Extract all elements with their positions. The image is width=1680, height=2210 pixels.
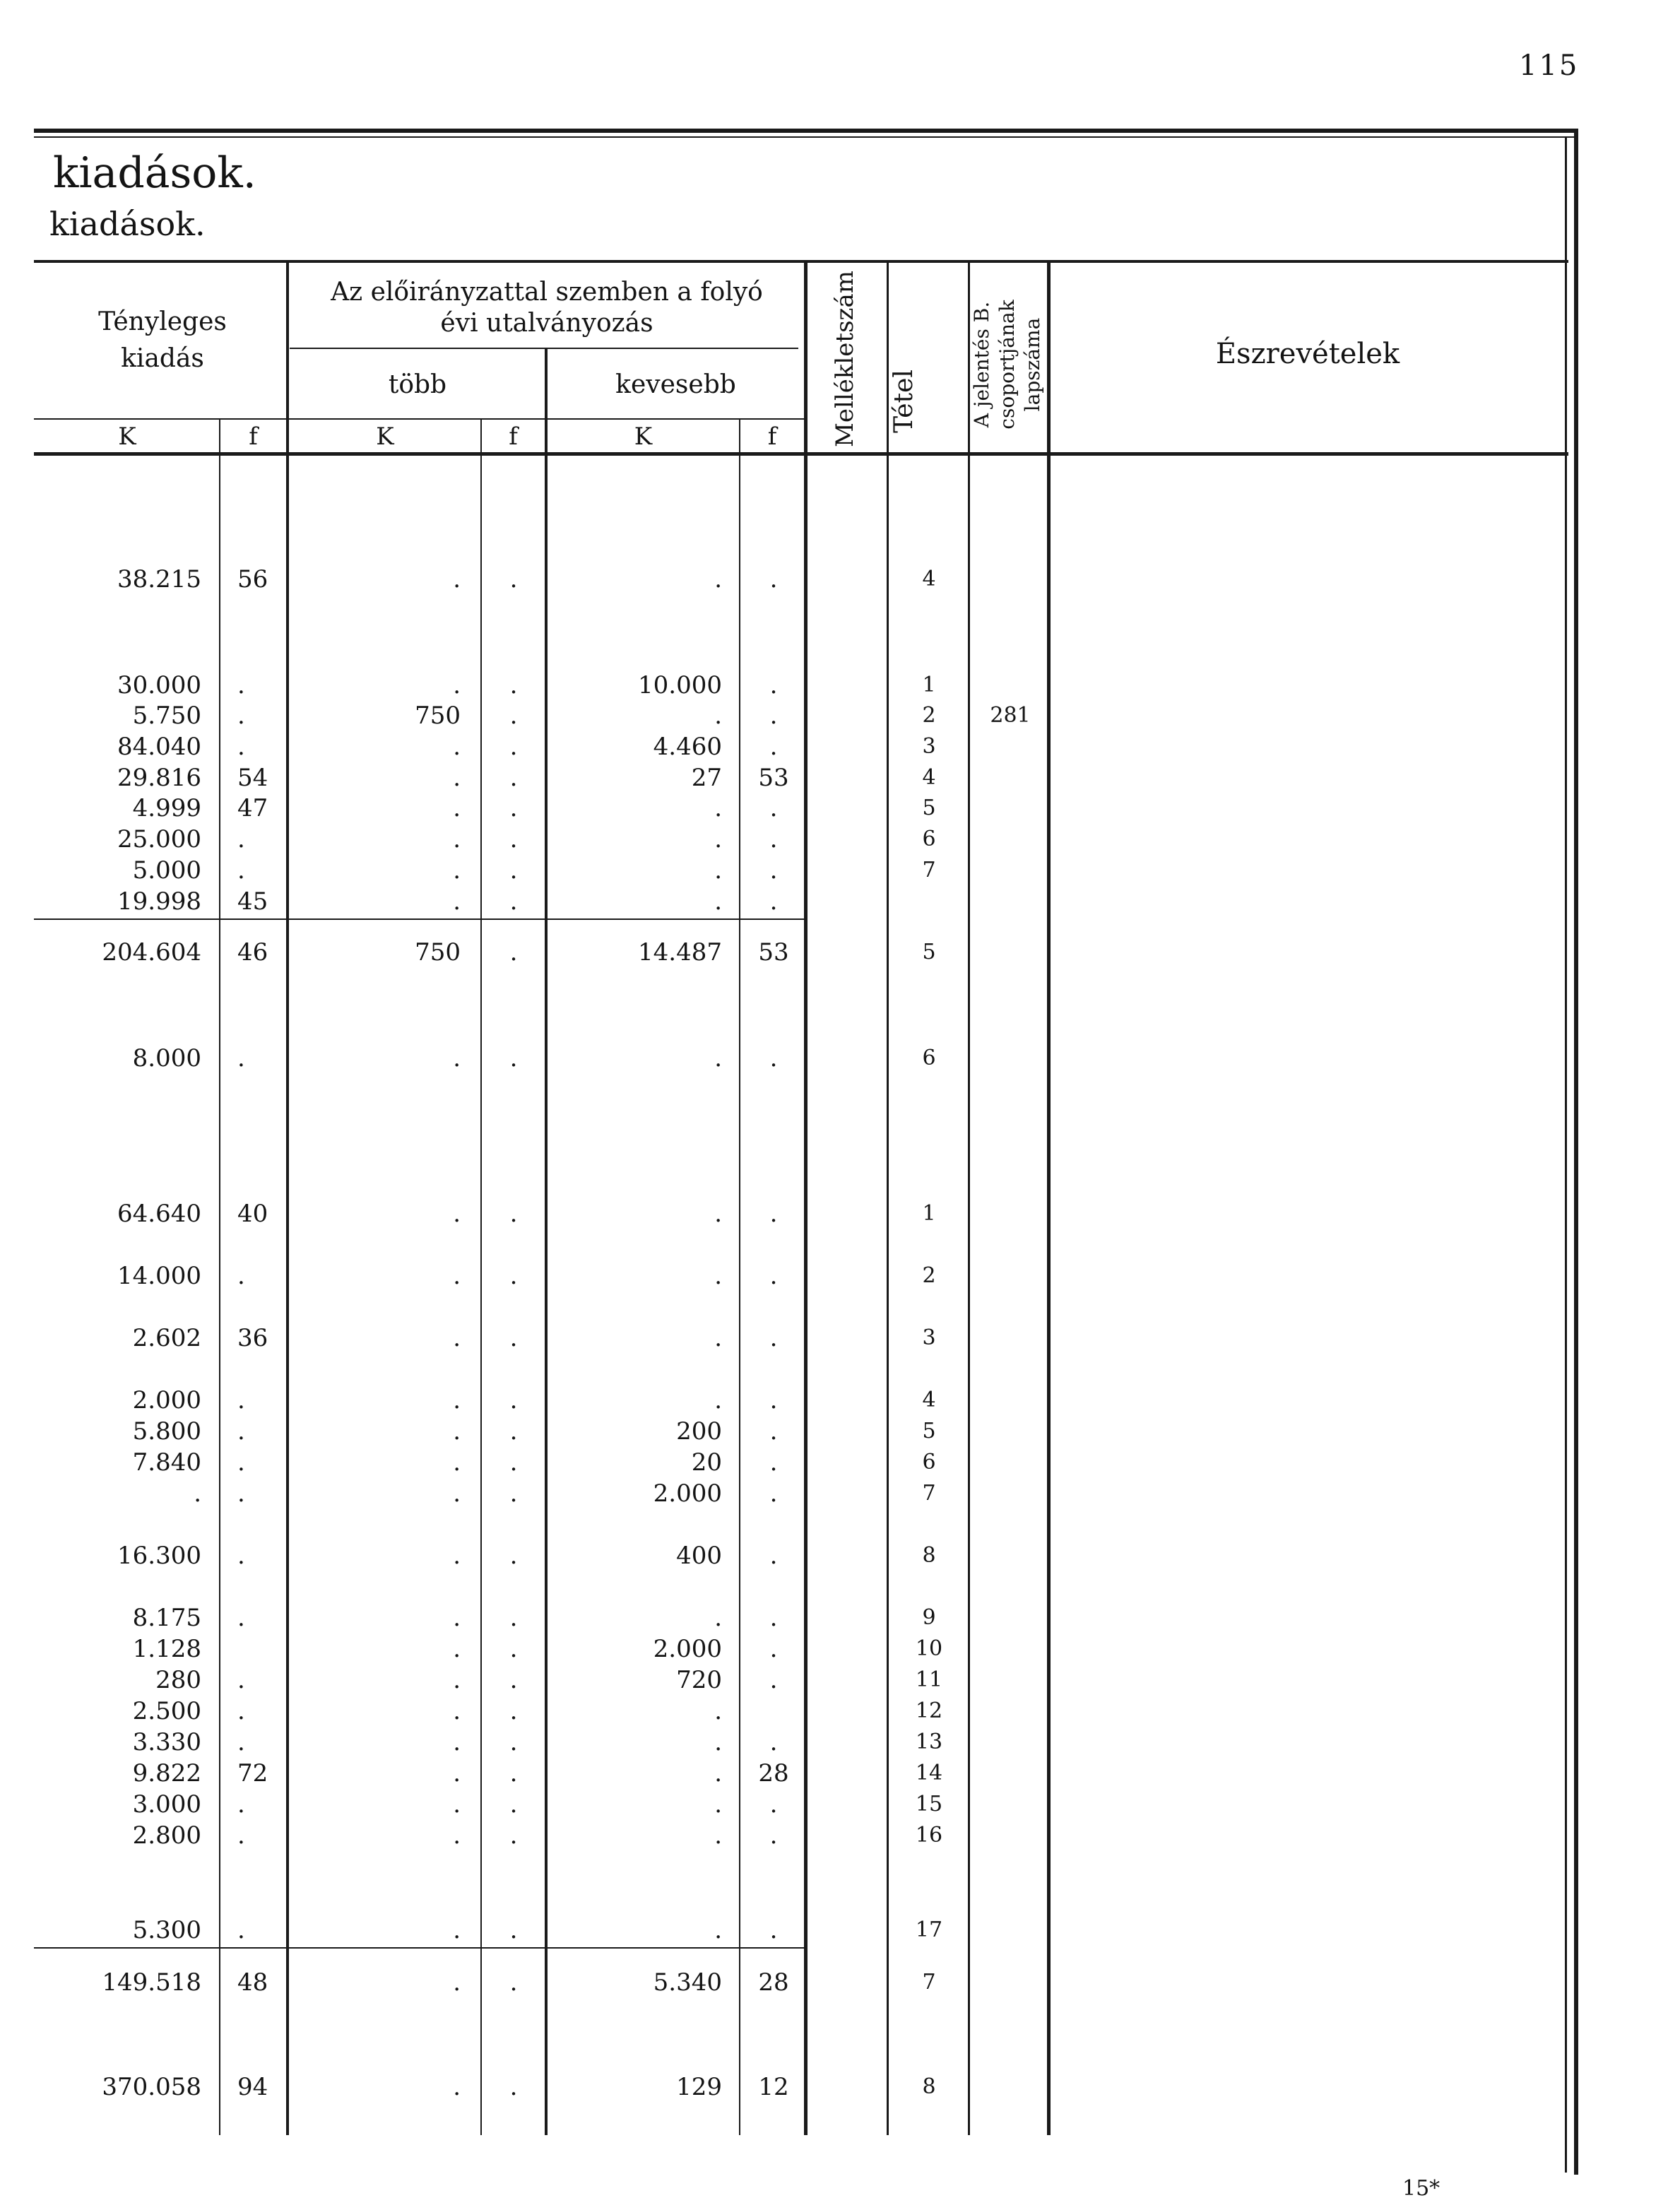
cell-lk: 4.460 — [653, 733, 722, 761]
cell-mf: . — [509, 1262, 518, 1290]
cell-t: 1 — [922, 673, 936, 697]
cell-t: 6 — [922, 1046, 936, 1070]
cell-p — [975, 671, 1046, 699]
cell-t: 5 — [922, 940, 936, 964]
cell-p — [975, 1759, 1046, 1788]
cell-mf: . — [509, 1200, 518, 1228]
cell-mk: . — [453, 1697, 461, 1725]
cell-mk: . — [453, 825, 461, 853]
cell-mf: . — [509, 1542, 518, 1570]
cell-t: 2 — [922, 1263, 936, 1288]
col-rule-kf3 — [739, 418, 740, 2135]
cell-mf: . — [509, 1821, 518, 1850]
cell-mk: . — [453, 1821, 461, 1850]
top-rule-thin — [34, 136, 1574, 138]
cell-f: 47 — [237, 794, 268, 822]
cell-t: 7 — [922, 1481, 936, 1506]
cell-lf: . — [769, 1324, 778, 1352]
cell-lk: 200 — [676, 1417, 722, 1446]
subtotal-rule-2 — [34, 1947, 804, 1949]
cell-f: . — [237, 733, 245, 761]
cell-lf: . — [769, 856, 778, 885]
cell-k: 19.998 — [117, 887, 201, 916]
cell-mk: . — [453, 794, 461, 822]
header-less: kevesebb — [615, 370, 736, 399]
cell-mf: . — [509, 1697, 518, 1725]
header-appendix: Mellékletszám — [831, 271, 859, 447]
cell-lk: . — [714, 1697, 722, 1725]
cell-t: 17 — [915, 1918, 943, 1942]
cell-mk: . — [453, 1324, 461, 1352]
cell-k: 3.330 — [132, 1728, 201, 1756]
cell-lf: . — [769, 1448, 778, 1477]
cell-p — [975, 1728, 1046, 1756]
cell-lk: 129 — [676, 2073, 722, 2101]
cell-lf: . — [769, 1542, 778, 1570]
cell-lf: . — [769, 733, 778, 761]
header-group: Az előirányzattal szemben a folyó évi utalványozás — [331, 278, 763, 338]
cell-f: 45 — [237, 887, 268, 916]
cell-k: 4.999 — [132, 794, 201, 822]
cell-k: 7.840 — [132, 1448, 201, 1477]
cell-lk: . — [714, 1790, 722, 1819]
cell-p — [975, 1386, 1046, 1414]
cell-mf: . — [509, 1044, 518, 1072]
cell-mf: . — [509, 938, 518, 967]
cell-mf: . — [509, 887, 518, 916]
cell-p — [975, 1542, 1046, 1570]
cell-mf: . — [509, 1479, 518, 1508]
cell-lk: . — [714, 1759, 722, 1788]
header-bottom-rule — [34, 452, 1568, 456]
cell-k: 5.800 — [132, 1417, 201, 1446]
cell-t: 16 — [915, 1823, 943, 1848]
cell-mk: . — [453, 1542, 461, 1570]
header-actual: Tényleges kiadás — [98, 307, 227, 373]
cell-p — [975, 1916, 1046, 1944]
cell-f: 54 — [237, 764, 268, 792]
unit-f-3: f — [767, 422, 777, 451]
cell-k: 8.175 — [132, 1604, 201, 1632]
cell-p — [975, 764, 1046, 792]
cell-mf: . — [509, 1968, 518, 1997]
title-primary: kiadások. — [53, 148, 256, 198]
cell-p — [975, 1324, 1046, 1352]
cell-mf: . — [509, 1666, 518, 1694]
cell-mk: . — [453, 1200, 461, 1228]
cell-mk: . — [453, 1604, 461, 1632]
cell-lk: . — [714, 825, 722, 853]
cell-mk: . — [453, 565, 461, 593]
cell-lf: . — [769, 702, 778, 730]
cell-k: 3.000 — [132, 1790, 201, 1819]
cell-lf: . — [769, 671, 778, 699]
cell-f: . — [237, 1386, 245, 1414]
cell-f: . — [237, 1448, 245, 1477]
cell-lk: . — [714, 702, 722, 730]
cell-k: 2.000 — [132, 1386, 201, 1414]
cell-mk: . — [453, 2073, 461, 2101]
cell-f: 40 — [237, 1200, 268, 1228]
cell-mf: . — [509, 1386, 518, 1414]
cell-mk: 750 — [415, 702, 461, 730]
cell-lk: . — [714, 1044, 722, 1072]
subtotal-rule-1 — [34, 918, 804, 920]
col-rule-d — [887, 261, 889, 2135]
cell-k: 5.000 — [132, 856, 201, 885]
header-report: A jelentés B. csoportjának lapszáma — [970, 300, 1044, 430]
cell-f: 56 — [237, 565, 268, 593]
cell-lf: 53 — [758, 764, 789, 792]
cell-lf: 28 — [758, 1759, 789, 1788]
col-rule-c — [804, 261, 808, 2135]
cell-f: . — [237, 1728, 245, 1756]
cell-lk: . — [714, 794, 722, 822]
cell-p — [975, 1262, 1046, 1290]
cell-p — [975, 1448, 1046, 1477]
cell-mk: . — [453, 1479, 461, 1508]
cell-lk: . — [714, 1200, 722, 1228]
cell-p — [975, 856, 1046, 885]
cell-k: . — [194, 1479, 201, 1508]
top-rule — [34, 129, 1574, 133]
cell-t: 8 — [922, 1543, 936, 1568]
cell-f: . — [237, 1044, 245, 1072]
cell-lk: . — [714, 1604, 722, 1632]
unit-f-2: f — [509, 422, 518, 451]
cell-t: 4 — [922, 765, 936, 790]
col-rule-kf2 — [480, 418, 482, 2135]
cell-k: 1.128 — [132, 1635, 201, 1663]
cell-mk: . — [453, 1968, 461, 1997]
cell-p — [975, 1044, 1046, 1072]
cell-lf: . — [769, 825, 778, 853]
cell-p — [975, 794, 1046, 822]
cell-f: . — [237, 1542, 245, 1570]
cell-lf: . — [769, 1666, 778, 1694]
cell-lf: . — [769, 1386, 778, 1414]
unit-k-1: K — [118, 422, 136, 451]
cell-p — [975, 1604, 1046, 1632]
cell-p — [975, 1821, 1046, 1850]
cell-lf: . — [769, 1790, 778, 1819]
cell-mk: . — [453, 764, 461, 792]
cell-k: 16.300 — [117, 1542, 201, 1570]
cell-t: 3 — [922, 734, 936, 759]
cell-k: 2.602 — [132, 1324, 201, 1352]
cell-f: . — [237, 1697, 245, 1725]
cell-lk: 720 — [676, 1666, 722, 1694]
cell-mk: . — [453, 1044, 461, 1072]
cell-lk: 14.487 — [638, 938, 722, 967]
cell-mk: . — [453, 1759, 461, 1788]
cell-mk: . — [453, 1448, 461, 1477]
cell-lf: . — [769, 1044, 778, 1072]
cell-lf: . — [769, 1417, 778, 1446]
group-rule — [290, 348, 798, 349]
cell-f — [237, 1635, 280, 1663]
cell-mf: . — [509, 1916, 518, 1944]
cell-lf: . — [769, 887, 778, 916]
cell-f: 94 — [237, 2073, 268, 2101]
title-secondary: kiadások. — [49, 205, 206, 243]
cell-t: 4 — [922, 1388, 936, 1412]
unit-f-1: f — [249, 422, 258, 451]
cell-lf: . — [769, 1821, 778, 1850]
cell-t: 12 — [915, 1698, 943, 1723]
cell-lk: . — [714, 887, 722, 916]
cell-mf: . — [509, 764, 518, 792]
cell-lf: . — [769, 1200, 778, 1228]
col-rule-e — [968, 261, 970, 2135]
cell-k: 5.750 — [132, 702, 201, 730]
cell-t: 10 — [915, 1636, 943, 1661]
cell-lf — [747, 1697, 800, 1725]
cell-t: 5 — [922, 1419, 936, 1443]
header-more: több — [388, 370, 447, 399]
cell-mk: . — [453, 671, 461, 699]
cell-k: 8.000 — [132, 1044, 201, 1072]
cell-p — [975, 2073, 1046, 2101]
cell-f: . — [237, 702, 245, 730]
cell-lk: . — [714, 1324, 722, 1352]
cell-mf: . — [509, 856, 518, 885]
cell-t: 5 — [922, 796, 936, 820]
cell-lk: 5.340 — [653, 1968, 722, 1997]
cell-t: 4 — [922, 567, 936, 591]
cell-p — [975, 887, 1046, 916]
cell-k: 29.816 — [117, 764, 201, 792]
cell-k: 38.215 — [117, 565, 201, 593]
cell-t: 7 — [922, 858, 936, 882]
cell-lk: 2.000 — [653, 1635, 722, 1663]
cell-mf: . — [509, 1604, 518, 1632]
cell-f: . — [237, 1604, 245, 1632]
cell-mk: . — [453, 733, 461, 761]
cell-f: . — [237, 1821, 245, 1850]
cell-mk: . — [453, 1728, 461, 1756]
cell-k: 25.000 — [117, 825, 201, 853]
cell-p — [975, 1417, 1046, 1446]
cell-t: 15 — [915, 1792, 943, 1816]
cell-k: 2.500 — [132, 1697, 201, 1725]
cell-t: 2 — [922, 703, 936, 728]
cell-mk: . — [453, 1262, 461, 1290]
cell-mf: . — [509, 1728, 518, 1756]
cell-k: 5.300 — [132, 1916, 201, 1944]
cell-f: . — [237, 671, 245, 699]
cell-t — [890, 887, 968, 916]
cell-mk: 750 — [415, 938, 461, 967]
cell-p — [975, 938, 1046, 967]
unit-rule — [34, 418, 804, 420]
page-number: 115 — [1519, 49, 1580, 82]
cell-p — [975, 1697, 1046, 1725]
cell-mf: . — [509, 825, 518, 853]
cell-mf: . — [509, 1635, 518, 1663]
cell-f: 48 — [237, 1968, 268, 1997]
cell-t: 13 — [915, 1730, 943, 1754]
cell-t: 3 — [922, 1325, 936, 1350]
col-rule-kf1 — [219, 418, 220, 2135]
cell-lk: . — [714, 1728, 722, 1756]
cell-p — [975, 1790, 1046, 1819]
cell-lf: . — [769, 1916, 778, 1944]
unit-k-3: K — [634, 422, 653, 451]
cell-mf: . — [509, 2073, 518, 2101]
cell-mk: . — [453, 1790, 461, 1819]
cell-lf: . — [769, 1262, 778, 1290]
header-item: Tétel — [889, 370, 918, 433]
cell-f: . — [237, 1790, 245, 1819]
cell-mf: . — [509, 1759, 518, 1788]
cell-mk: . — [453, 1635, 461, 1663]
cell-lf: . — [769, 1728, 778, 1756]
footer-mark: 15* — [1402, 2176, 1441, 2201]
cell-f: . — [237, 1479, 245, 1508]
cell-k: 84.040 — [117, 733, 201, 761]
cell-p — [975, 1635, 1046, 1663]
cell-f: 36 — [237, 1324, 268, 1352]
cell-lf: 12 — [758, 2073, 789, 2101]
cell-lk: . — [714, 856, 722, 885]
cell-f: 46 — [237, 938, 268, 967]
cell-k: 149.518 — [102, 1968, 201, 1997]
cell-k: 280 — [155, 1666, 201, 1694]
col-rule-b — [545, 349, 548, 2135]
cell-k: 30.000 — [117, 671, 201, 699]
cell-p — [975, 1666, 1046, 1694]
cell-lk: 400 — [676, 1542, 722, 1570]
cell-t: 14 — [915, 1761, 943, 1785]
cell-lf: . — [769, 1604, 778, 1632]
cell-f: . — [237, 1417, 245, 1446]
unit-k-2: K — [376, 422, 394, 451]
cell-mf: . — [509, 565, 518, 593]
cell-mk: . — [453, 1916, 461, 1944]
cell-lk: . — [714, 1386, 722, 1414]
cell-mf: . — [509, 1448, 518, 1477]
cell-t: 9 — [922, 1605, 936, 1630]
cell-lk: . — [714, 565, 722, 593]
header-top-rule — [34, 260, 1568, 263]
right-border-thick — [1574, 129, 1578, 2175]
cell-p — [975, 1479, 1046, 1508]
cell-p — [975, 1968, 1046, 1997]
cell-f: . — [237, 1916, 245, 1944]
cell-mk: . — [453, 1386, 461, 1414]
cell-lk: 10.000 — [638, 671, 722, 699]
cell-f: 72 — [237, 1759, 268, 1788]
cell-p — [975, 1200, 1046, 1228]
col-rule-a — [286, 261, 289, 2135]
cell-t: 11 — [915, 1667, 943, 1692]
cell-lk: . — [714, 1821, 722, 1850]
cell-k: 64.640 — [117, 1200, 201, 1228]
cell-k: 2.800 — [132, 1821, 201, 1850]
cell-k: 14.000 — [117, 1262, 201, 1290]
cell-t: 8 — [922, 2074, 936, 2099]
cell-mf: . — [509, 1324, 518, 1352]
cell-lf: . — [769, 794, 778, 822]
cell-mk: . — [453, 856, 461, 885]
cell-f: . — [237, 825, 245, 853]
cell-p: 281 — [990, 703, 1031, 728]
cell-p — [975, 733, 1046, 761]
header-remarks: Észrevételek — [1215, 338, 1400, 370]
cell-mf: . — [509, 671, 518, 699]
cell-lk: 20 — [691, 1448, 722, 1477]
cell-lf: . — [769, 1479, 778, 1508]
right-border-thin — [1565, 138, 1567, 2173]
cell-mf: . — [509, 1790, 518, 1819]
cell-t: 1 — [922, 1201, 936, 1226]
cell-lk: 2.000 — [653, 1479, 722, 1508]
cell-mf: . — [509, 794, 518, 822]
cell-k: 9.822 — [132, 1759, 201, 1788]
cell-f: . — [237, 1666, 245, 1694]
cell-mk: . — [453, 887, 461, 916]
cell-lk: . — [714, 1916, 722, 1944]
cell-lf: 53 — [758, 938, 789, 967]
cell-p — [975, 565, 1046, 593]
cell-k: 370.058 — [102, 2073, 201, 2101]
cell-lk: 27 — [691, 764, 722, 792]
cell-mk: . — [453, 1666, 461, 1694]
cell-lk: . — [714, 1262, 722, 1290]
cell-mf: . — [509, 702, 518, 730]
cell-t: 6 — [922, 1450, 936, 1475]
cell-f: . — [237, 1262, 245, 1290]
cell-mk: . — [453, 1417, 461, 1446]
cell-p — [975, 825, 1046, 853]
cell-k: 204.604 — [102, 938, 201, 967]
cell-lf: . — [769, 565, 778, 593]
cell-t: 6 — [922, 827, 936, 851]
cell-t: 7 — [922, 1970, 936, 1995]
cell-mf: . — [509, 733, 518, 761]
cell-lf: . — [769, 1635, 778, 1663]
cell-f: . — [237, 856, 245, 885]
cell-lf: 28 — [758, 1968, 789, 1997]
cell-mf: . — [509, 1417, 518, 1446]
col-rule-f — [1047, 261, 1051, 2135]
